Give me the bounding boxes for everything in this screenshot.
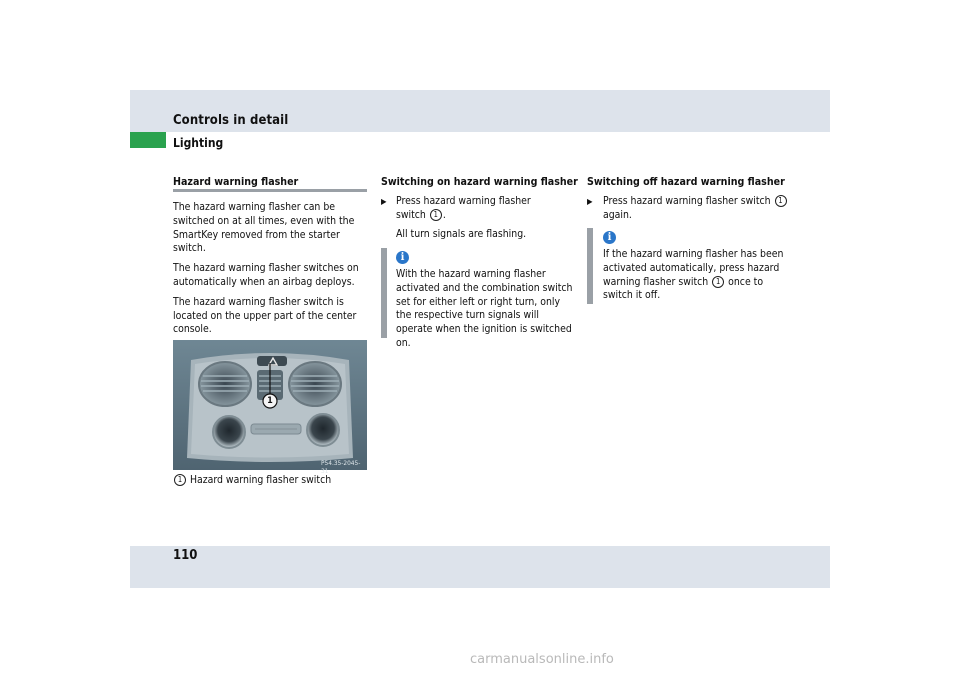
callout-badge: 1 <box>174 474 186 486</box>
callout-badge: 1 <box>430 209 442 221</box>
col1-paragraph-2: The hazard warning flasher switches on automatically when an airbag deploys. <box>173 262 359 288</box>
heading-rule <box>173 189 367 192</box>
center-console-photo <box>173 340 367 475</box>
caption-text: Hazard warning flasher switch <box>189 474 332 486</box>
page-title: Controls in detail <box>173 113 289 128</box>
col1-paragraph-3: The hazard warning flasher switch is located on the upper part of the center console. <box>173 295 357 336</box>
section-subtitle: Lighting <box>173 136 224 150</box>
col2-result: All turn signals are flashing. <box>396 228 527 240</box>
col2-step-line1: Press hazard warning flasher <box>396 195 531 207</box>
page-number: 110 <box>173 548 198 563</box>
col3-note <box>603 248 787 303</box>
bullet-arrow-icon: ▶ <box>381 197 387 206</box>
col2-heading: Switching on hazard warning flasher <box>381 176 578 188</box>
bullet-arrow-icon: ▶ <box>587 197 593 206</box>
bullet-icon <box>587 195 599 209</box>
photo-code: P54.35-2045-31 <box>321 459 361 475</box>
note-sidebar <box>587 228 593 304</box>
col1-heading: Hazard warning flasher <box>173 176 299 188</box>
info-icon: i <box>396 251 409 264</box>
col3-heading: Switching off hazard warning flasher <box>587 176 785 188</box>
watermark: carmanualsonline.info <box>470 652 614 667</box>
col3-note-line1: If the hazard warning flasher has been activated automatically, press hazard warning flasher switch <box>603 248 784 288</box>
col3-note-line2: once to switch it off. <box>603 275 764 302</box>
col3-step <box>603 195 793 223</box>
col3-step-line1: Press hazard warning flasher switch <box>603 195 771 207</box>
col2-step-line2: switch <box>396 208 426 221</box>
note-sidebar <box>381 248 387 338</box>
col1-paragraph-1: The hazard warning flasher can be switched on at all times, even with the SmartKey removed from the starter switch. <box>173 201 355 255</box>
callout-badge: 1 <box>775 195 787 207</box>
col1-body <box>173 201 369 337</box>
col2-step <box>396 195 576 223</box>
info-icon: i <box>603 231 616 244</box>
callout-number: 1 <box>267 396 273 406</box>
col2-note: With the hazard warning flasher activated and the combination switch set for either left or right turn, only the respective turn signals will operate when the ignition is switched on. <box>396 268 573 349</box>
callout-badge: 1 <box>712 276 724 288</box>
col2-step-end: . <box>442 208 446 221</box>
photo-caption <box>173 474 331 488</box>
section-accent <box>130 132 166 148</box>
col3-step-line2: again. <box>603 208 632 221</box>
footer-bar <box>130 546 830 588</box>
bullet-icon <box>381 195 393 209</box>
